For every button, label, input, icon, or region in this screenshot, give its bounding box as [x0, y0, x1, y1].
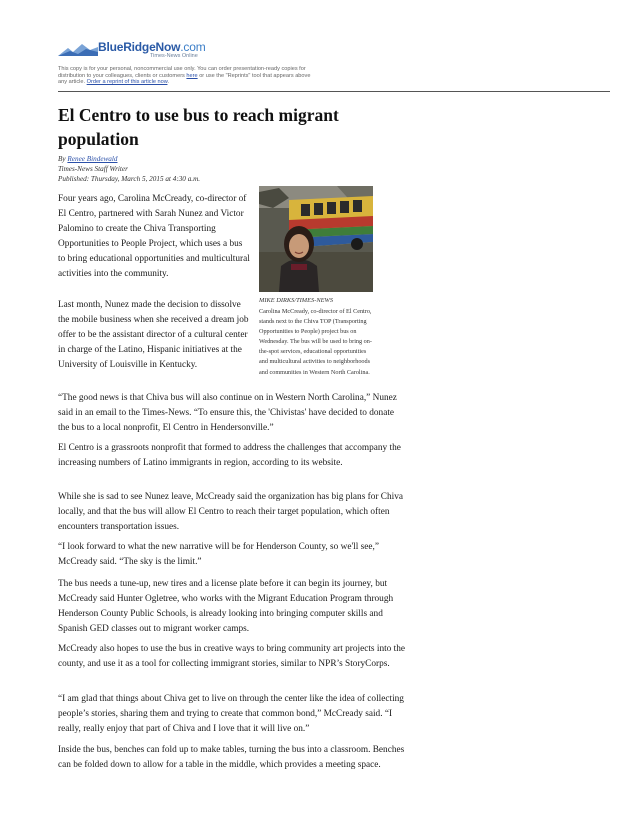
brand-tagline: Times-News Online — [150, 53, 198, 59]
article-paragraph: “I am glad that things about Chiva get to live on through the center like the idea of collecting people’s stories, sharing them and trying to create that common bond,” McCready said. “I really, really enjoy that part of Chiva and I love that it will live on.” — [58, 694, 404, 735]
article-paragraph: McCready also hopes to use the bus in creative ways to bring community art projects into the county, and use it as a tool for collecting immigrant stories, similar to NPR’s StoryCorps. — [58, 644, 406, 670]
article-paragraph: “The good news is that Chiva bus will also continue on in Western North Carolina,” Nunez said in an email to the Times-News. “To ensure this, the 'Chivistas' have decided to donate the bus to a local nonprofit, El Centro in Hendersonville.” — [58, 393, 397, 434]
article-headline: El Centro to use bus to reach migrant population — [58, 105, 339, 149]
published-date: Published: Thursday, March 5, 2015 at 4:30 a.m. — [58, 175, 201, 183]
article-byline — [58, 154, 200, 184]
article-paragraph: Last month, Nunez made the decision to dissolve the mobile business when she received a dream job offer to be the assistant director of a cultural center in charge of the Latino, Hispanic initiatives at the University of Louisville in Kentucky. — [58, 300, 249, 371]
site-logo[interactable] — [58, 40, 258, 62]
article-paragraph: El Centro is a grassroots nonprofit that formed to address the challenges that accompany the increasing numbers of Latino immigrants in region, according to its website. — [58, 443, 401, 469]
brand-name: BlueRidgeNow.com — [98, 40, 206, 54]
article-paragraph: The bus needs a tune-up, new tires and a license plate before it can begin its journey, but McCready said Hunter Ogletree, who works with the Migrant Education Program through Henderson County Public Schools, is already looking into bringing computer skills and Spanish GED classes out to migrant worker camps. — [58, 579, 394, 635]
article-photo[interactable] — [259, 186, 373, 292]
author-link[interactable]: Renee Bindewald — [67, 155, 118, 163]
article-paragraph: Inside the bus, benches can fold up to make tables, turning the bus into a classroom. Benches can be folded down to allow for a table in the middle, which provides a meeting space. — [58, 745, 405, 771]
header-divider — [58, 91, 610, 92]
article-paragraph: Four years ago, Carolina McCready, co-director of El Centro, partnered with Sarah Nunez and Victor Palomino to create the Chiva Transporting Opportunities to People Project, which uses a bus to bring educational opportunities and multicultural activities into the community. — [58, 194, 250, 280]
here-link[interactable]: here — [186, 72, 198, 79]
photo-caption: Carolina McCready, co-director of El Centro, stands next to the Chiva TOP (Transporting Opportunities to People) project bus on Wednesday. The bus will be used to bring on-the-spot services, educational opportunities and multicultural activities to neighborhoods and communities in Western North Carolina. — [259, 308, 372, 376]
author-title: Times-News Staff Writer — [58, 165, 128, 173]
article-paragraph: While she is sad to see Nunez leave, McCready said the organization has big plans for Chiva locally, and that the bus will allow El Centro to reach their target population, which often encounters transportation issues. — [58, 492, 404, 533]
photo-credit: MIKE DIRKS/TIMES-NEWS — [259, 297, 334, 304]
author-line: By Renee Bindewald — [58, 155, 118, 163]
bus-photo-image — [259, 186, 373, 292]
order-reprint-link[interactable]: Order a reprint of this article now — [86, 79, 168, 86]
mountain-logo-icon — [58, 42, 98, 58]
article-paragraph: “I look forward to what the new narrative will be for Henderson County, so we'll see,” McCready said. “The sky is the limit.” — [58, 542, 379, 568]
reprint-notice: This copy is for your personal, noncommercial use only. You can order presentation-ready copies for distribution to your colleagues, clients or customers here or use the "Reprints" tool that appears above any article. Order a reprint of this article now. — [58, 66, 311, 86]
